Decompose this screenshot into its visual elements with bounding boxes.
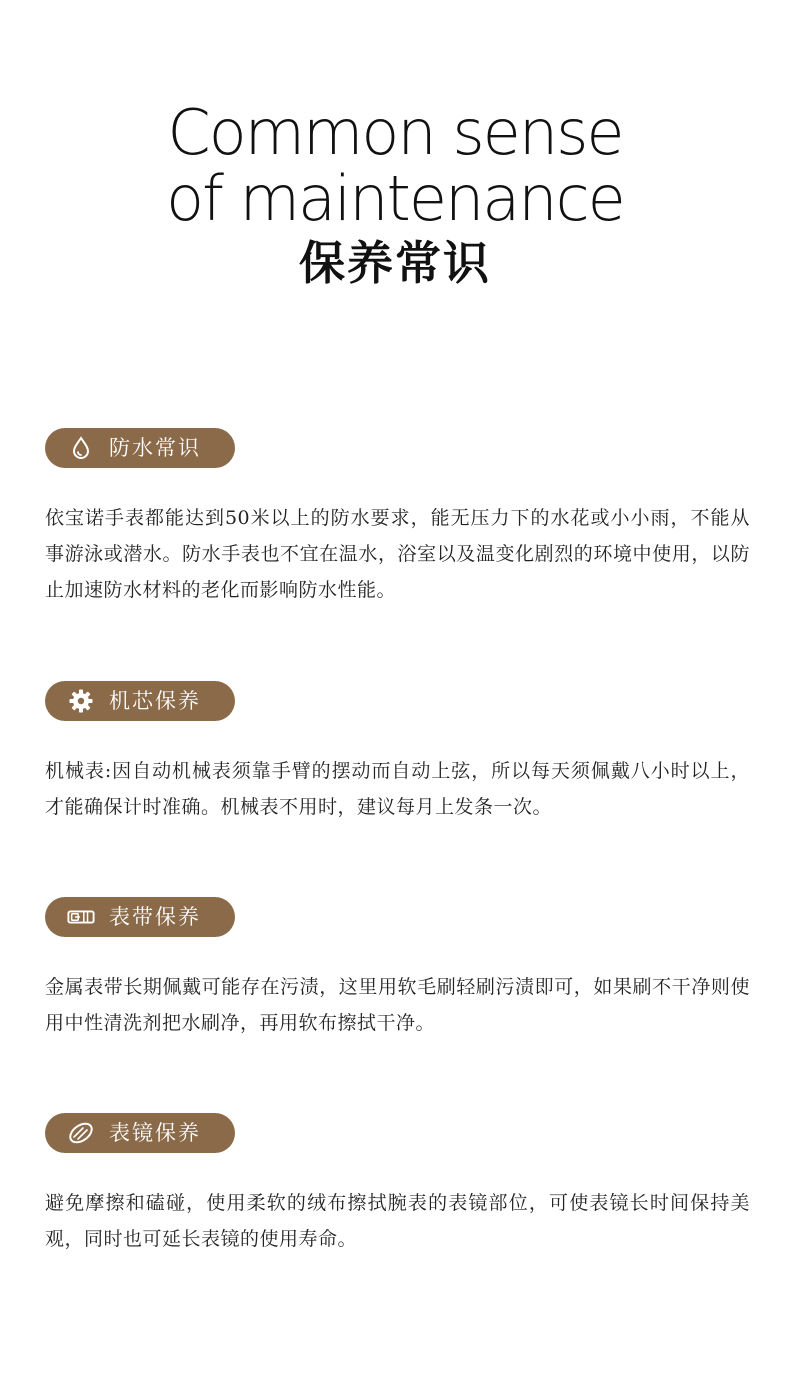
section-label: 表镜保养 — [109, 1121, 201, 1145]
section-text: 避免摩擦和磕碰，使用柔软的绒布擦拭腕表的表镜部位，可使表镜长时间保持美观，同时也可延长表镜的使用寿命。 — [45, 1192, 750, 1250]
page-title-chinese: 保养常识 — [299, 236, 491, 290]
water-drop-icon — [67, 434, 95, 462]
strap-icon — [67, 903, 95, 931]
section-waterproof — [45, 428, 750, 608]
section-strap — [45, 897, 750, 1041]
section-text: 金属表带长期佩戴可能存在污渍，这里用软毛刷轻刷污渍即可，如果刷不干净则使用中性清洗剂把水刷净，再用软布擦拭干净。 — [45, 976, 750, 1034]
title-line-2: of maintenance — [166, 162, 624, 235]
section-movement — [45, 681, 750, 825]
section-label: 防水常识 — [109, 436, 201, 460]
section-label: 机芯保养 — [109, 689, 201, 713]
section-badge-waterproof — [45, 428, 235, 468]
title-line-1: Common sense — [167, 96, 623, 169]
section-badge-crystal — [45, 1113, 235, 1153]
section-badge-movement — [45, 681, 235, 721]
gear-icon — [67, 687, 95, 715]
section-badge-strap — [45, 897, 235, 937]
section-text: 机械表:因自动机械表须靠手臂的摆动而自动上弦，所以每天须佩戴八小时以上，才能确保计时准确。机械表不用时，建议每月上发条一次。 — [45, 760, 750, 818]
lens-icon — [67, 1119, 95, 1147]
section-text: 依宝诺手表都能达到50米以上的防水要求，能无压力下的水花或小小雨，不能从事游泳或潜水。防水手表也不宜在温水，浴室以及温变化剧烈的环境中使用，以防止加速防水材料的老化而影响防水性能。 — [45, 507, 750, 601]
section-label: 表带保养 — [109, 905, 201, 929]
section-crystal — [45, 1113, 750, 1257]
page-header — [0, 96, 790, 290]
page-title-english — [0, 96, 790, 235]
